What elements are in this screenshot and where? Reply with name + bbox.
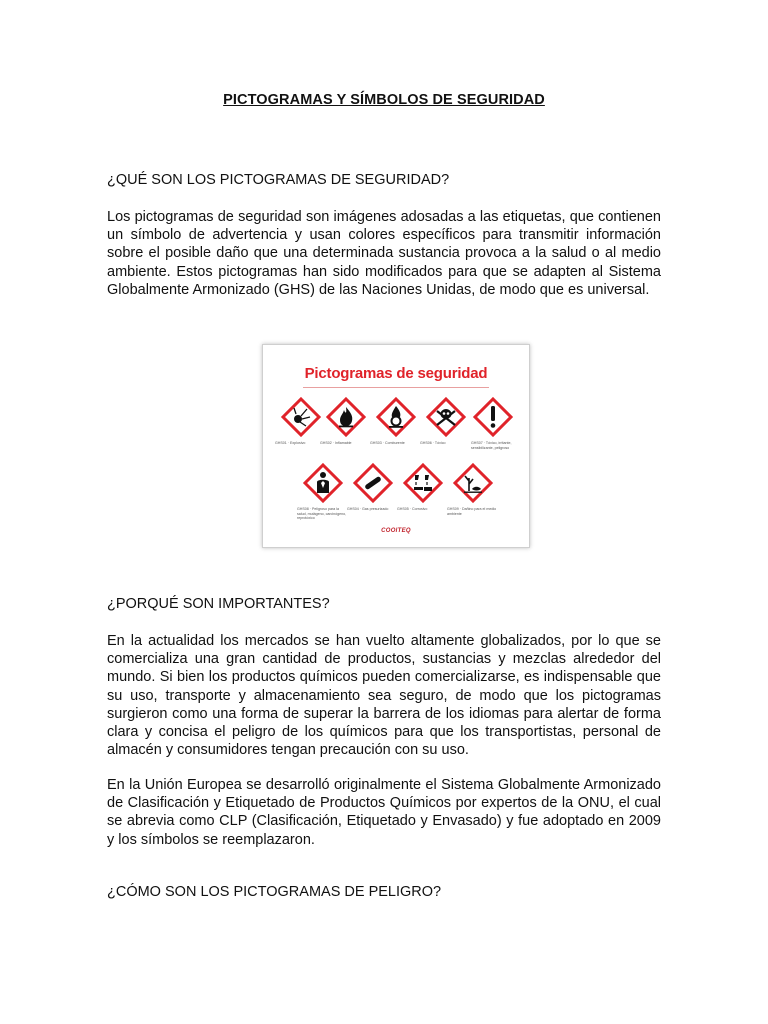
flame-icon xyxy=(326,397,366,437)
section-heading-how-are: ¿CÓMO SON LOS PICTOGRAMAS DE PELIGRO? xyxy=(107,884,442,900)
exclamation-icon xyxy=(473,397,513,437)
pictogram-caption: GHS08 · Peligroso para la salud, mutágeno, carcinógeno, reprotóxico xyxy=(297,507,347,520)
gas-cylinder-icon xyxy=(353,463,393,503)
pictogram-caption: GHS09 · Dañino para el medio ambiente xyxy=(447,507,497,516)
paragraph-definition: Los pictogramas de seguridad son imágenes adosadas a las etiquetas, que contienen un símbolo de advertencia y usan colores específicos para transmitir información sobre el posible daño que una determinada sustancia provoca a la salud o al medio ambiente. Estos pictogramas han sido modificados para que se adapten al Sistema Globalmente Armonizado (GHS) de las Naciones Unidas, de modo que es universal. xyxy=(107,209,661,298)
environment-icon xyxy=(453,463,493,503)
figure-title-rule xyxy=(303,387,489,388)
pictogram-caption: GHS01 · Explosivo xyxy=(275,441,306,445)
section-heading-what-are: ¿QUÉ SON LOS PICTOGRAMAS DE SEGURIDAD? xyxy=(107,172,450,188)
explosive-icon xyxy=(281,397,321,437)
section-heading-why-important: ¿PORQUÉ SON IMPORTANTES? xyxy=(107,596,330,612)
figure-title: Pictogramas de seguridad xyxy=(304,365,488,382)
pictogram-caption: GHS02 · Inflamable xyxy=(320,441,352,445)
skull-icon xyxy=(426,397,466,437)
pictogram-caption: GHS04 · Gas presurizado xyxy=(347,507,389,511)
oxidizer-icon xyxy=(376,397,416,437)
pictogram-caption: GHS07 · Tóxico, irritante, sensibilizante, peligroso xyxy=(471,441,512,450)
pictogram-caption: GHS03 · Comburente xyxy=(370,441,405,445)
paragraph-european-union: En la Unión Europea se desarrolló originalmente el Sistema Globalmente Armonizado de Clasificación y Etiquetado de Productos Químicos por expertos de la ONU, el cual se abrevia como CLP (Clasificación, Etiquetado y Envasado) y fue adoptado en 2009 y los símbolos se reemplazaron. xyxy=(107,777,661,848)
health-hazard-icon xyxy=(303,463,343,503)
pictogram-caption: GHS05 · Corrosivo xyxy=(397,507,428,511)
pictograms-figure xyxy=(262,344,530,548)
document-title: PICTOGRAMAS Y SÍMBOLOS DE SEGURIDAD xyxy=(223,92,545,108)
pictogram-caption: GHS06 · Tóxico xyxy=(420,441,446,445)
corrosive-icon xyxy=(403,463,443,503)
paragraph-globalization: En la actualidad los mercados se han vuelto altamente globalizados, por lo que se comercializa una gran cantidad de productos, sustancias y mezclas alrededor del mundo. Si bien los productos químicos pueden comercializarse, es indispensable que su uso, transporte y almacenamiento sea seguro, de modo que los pictogramas surgieron como una forma de superar la barrera de los idiomas para alertar de forma clara y concisa el peligro de los químicos para que los transportistas, personal de almacén y consumidores tengan precaución con su uso. xyxy=(107,633,661,759)
brand-logo: COOITEQ xyxy=(381,528,411,534)
